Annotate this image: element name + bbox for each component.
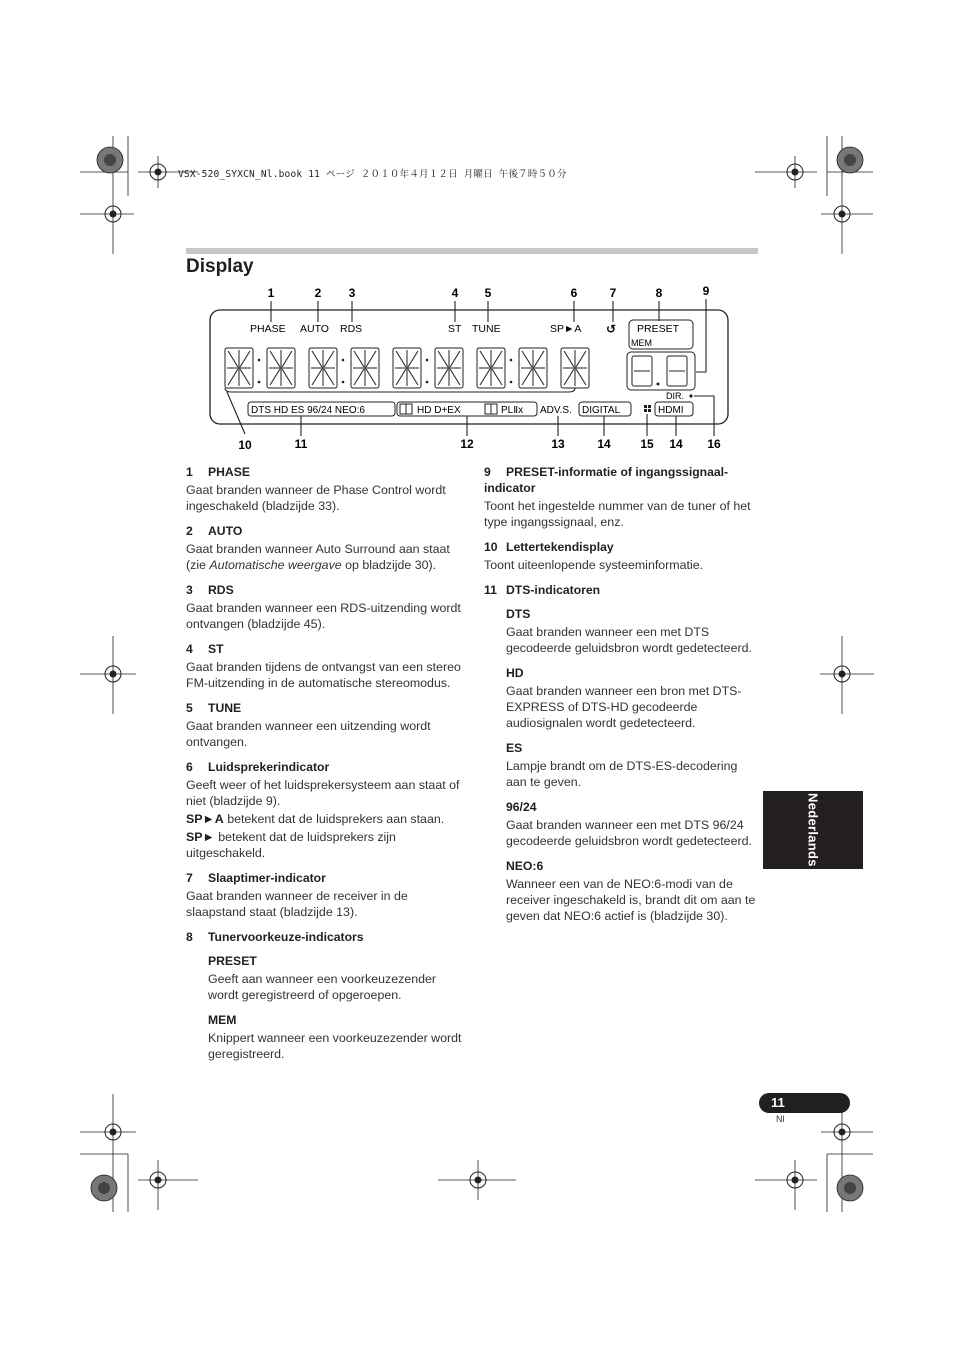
item-st: 4 ST Gaat branden tijdens de ontvangst van een stereo FM-uitzending in de automatische stereomodus. (186, 642, 461, 690)
registration-mark-top-right (755, 136, 875, 256)
indicator-digital: DIGITAL (582, 405, 621, 416)
page-number: 11 (771, 1095, 785, 1110)
sub-item-dts: DTS Gaat branden wanneer een met DTS gecodeerde geluidsbron wordt gedetecteerd. (506, 607, 752, 655)
print-header-line: VSX-520_SYXCN_Nl.book 11 ページ ２０１０年４月１２日 月曜日 午後７時５０分 (178, 169, 567, 180)
language-side-tab (763, 791, 863, 869)
page-language-code: Nl (776, 1114, 785, 1124)
callout-number-11: 11 (294, 437, 308, 451)
callout-number-14: 14 (597, 437, 611, 451)
indicator-hdmi: HDMI (658, 405, 684, 416)
item-rds: 3 RDS Gaat branden wanneer een RDS-uitzending wordt ontvangen (bladzijde 45). (186, 583, 461, 631)
item-dts-indicators: 11 DTS-indicatoren DTS Gaat branden wanneer een met DTS gecodeerde geluidsbron wordt gedetecteerd. HD Gaat branden wanneer een bron met DTS-EXPRESS of DTS-HD gecodeerde audiosignalen wordt gedetecteerd. ES Lampje brandt om de DTS-ES-decodering aan te geven. 96/24 Gaat branden wanneer een met DTS 96/24 gecodeerde geluidsbron wordt gedetecteerd. NEO:6 Wanneer een van de NEO:6-modi van de receiver ingeschakeld is, brandt dit om aan te geven dat NEO:6 actief is (bladzijde 30). (484, 582, 759, 924)
right-text-column (484, 464, 759, 933)
sleep-timer-icon: ↺ (606, 322, 617, 336)
callout-number-7: 7 (609, 286, 617, 300)
callout-number-5: 5 (484, 286, 492, 300)
item-sleep-timer: 7 Slaaptimer-indicator Gaat branden wanneer de receiver in de slaapstand staat (bladzijde 13). (186, 871, 408, 919)
left-text-column (186, 464, 462, 1071)
sub-item-preset: PRESET Geeft aan wanneer een voorkeuzezender wordt geregistreerd of opgeroepen. (208, 954, 437, 1002)
item-tuner-preset: 8 Tunervoorkeuze-indicators PRESET Geeft aan wanneer een voorkeuzezender wordt geregistreerd of opgeroepen. MEM Knippert wanneer een voorkeuzezender wordt geregistreerd. (186, 930, 462, 1061)
callout-number-12: 12 (460, 437, 474, 451)
indicator-pl2x: PLⅡx (501, 405, 524, 416)
callout-number-8: 8 (655, 286, 663, 300)
item-speaker-indicator: 6 Luidsprekerindicator Geeft weer of het luidsprekersysteem aan staat of niet (bladzijde 9). SP►A betekent dat de luidsprekers aan staan. SP► betekent dat de luidsprekers zijn uitgeschakeld. (186, 760, 460, 860)
registration-mark-mid-left (80, 636, 150, 716)
item-auto: 2 AUTO Gaat branden wanneer Auto Surround aan staat (zie Automatische weergave op bladzijde 30). (186, 524, 450, 572)
indicator-rds: RDS (340, 323, 363, 335)
indicator-speaker-a: SP►A (550, 323, 582, 335)
callout-number-2: 2 (314, 286, 322, 300)
callout-number-13: 13 (551, 437, 565, 451)
front-panel-display-diagram (205, 284, 745, 460)
item-character-display: 10 Lettertekendisplay Toont uiteenlopende systeeminformatie. (484, 540, 704, 572)
item-tune: 5 TUNE Gaat branden wanneer een uitzending wordt ontvangen. (186, 701, 431, 749)
callout-number-15: 15 (640, 437, 654, 451)
callout-number-9: 9 (702, 284, 710, 298)
callout-number-6: 6 (570, 286, 578, 300)
callout-number-10: 10 (238, 438, 252, 452)
registration-mark-bottom-center (438, 1160, 518, 1200)
sub-item-es: ES Lampje brandt om de DTS-ES-decodering aan te geven. (506, 741, 738, 789)
callout-number-3: 3 (348, 286, 356, 300)
section-rule (186, 248, 758, 254)
indicator-dts-row: DTS HD ES 96/24 NEO:6 (251, 405, 365, 416)
indicator-dolby-hd-ex: HD D+EX (417, 405, 461, 416)
item-preset-info: 9 PRESET-informatie of ingangssignaal-indicator Toont het ingestelde nummer van de tuner of het type ingangssignaal, enz. (484, 465, 751, 529)
indicator-tune: TUNE (472, 323, 501, 335)
sub-item-mem: MEM Knippert wanneer een voorkeuzezender wordt geregistreerd. (208, 1013, 462, 1061)
sub-item-neo6: NEO:6 Wanneer een van de NEO:6-modi van de receiver ingeschakeld is, brandt dit om aan te geven dat NEO:6 actief is (bladzijde 30). (506, 859, 756, 923)
sub-item-96-24: 96/24 Gaat branden wanneer een met DTS 96/24 gecodeerde geluidsbron wordt gedetecteerd. (506, 800, 752, 848)
registration-mark-bottom-left (80, 1094, 200, 1214)
indicator-adv-s: ADV.S. (540, 405, 572, 416)
callout-number-1: 1 (267, 286, 275, 300)
indicator-dir: DIR. (666, 391, 684, 401)
language-tab-label: Nederlands (805, 793, 821, 867)
indicator-st: ST (448, 323, 462, 335)
registration-mark-top-left (80, 136, 200, 256)
sub-item-hd: HD Gaat branden wanneer een bron met DTS-EXPRESS of DTS-HD gecodeerde audiosignalen wordt gedetecteerd. (506, 666, 742, 730)
indicator-preset: PRESET (637, 323, 680, 335)
item-phase: 1 PHASE Gaat branden wanneer de Phase Control wordt ingeschakeld (bladzijde 33). (186, 465, 446, 513)
indicator-phase: PHASE (250, 323, 286, 335)
indicator-mem: MEM (631, 338, 652, 348)
section-title: Display (186, 256, 254, 277)
callout-number-4: 4 (451, 286, 459, 300)
registration-mark-mid-right (806, 636, 876, 716)
callout-number-14b: 14 (669, 437, 683, 451)
indicator-auto: AUTO (300, 323, 329, 335)
callout-number-16: 16 (707, 437, 721, 451)
